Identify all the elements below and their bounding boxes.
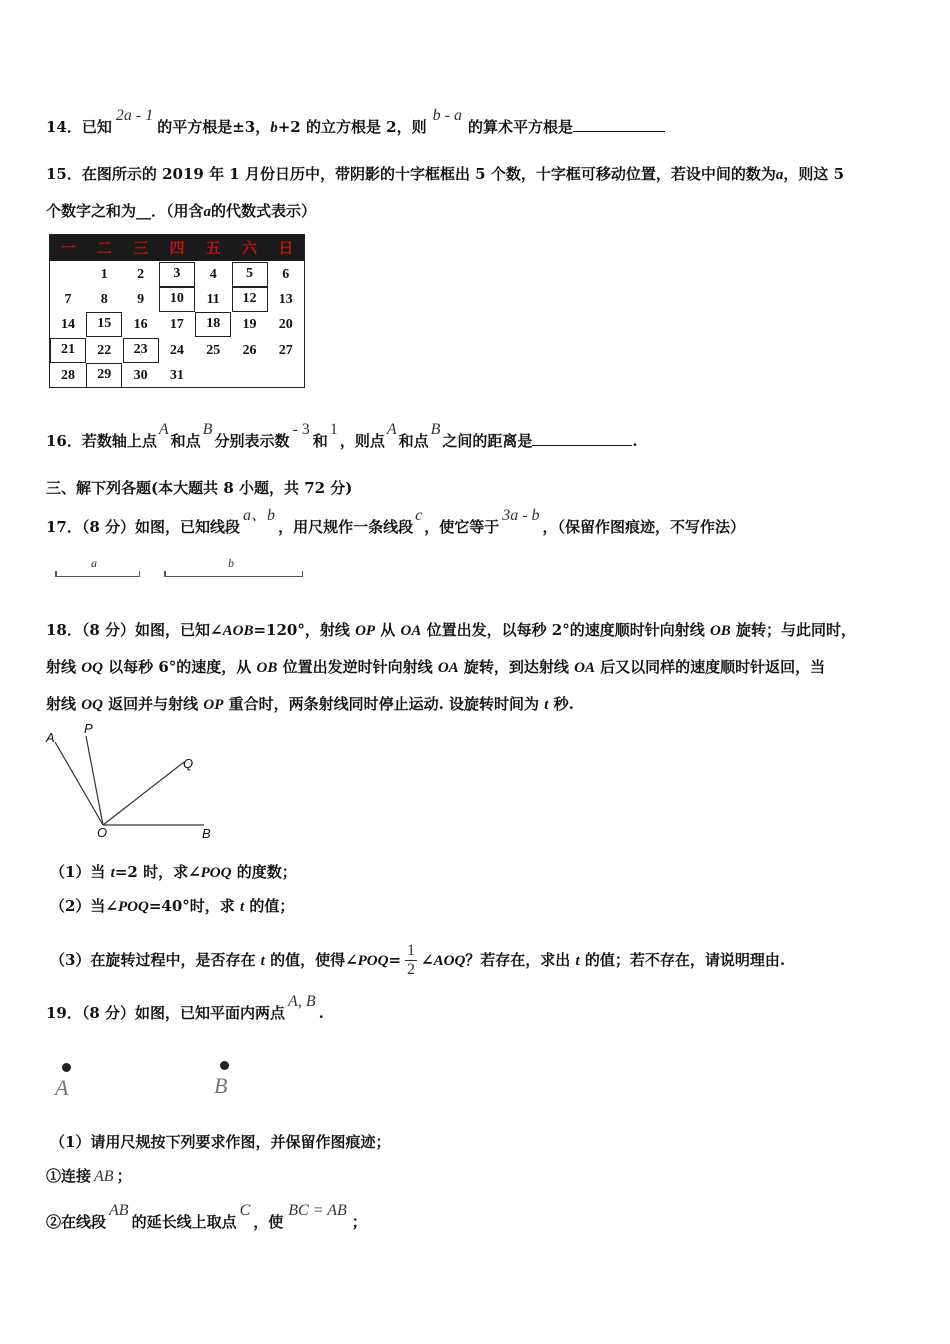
segment-a-label: a [91,556,97,570]
fraction-denominator: 2 [407,961,416,978]
q18-text: （2）当∠ [50,897,119,915]
answer-blank [532,431,632,446]
q18-text: =2 时，求∠ [114,863,201,881]
q18-text: 秒. [548,695,574,713]
weekday-label: 五 [205,239,221,257]
point-A-label: A [55,1075,69,1100]
weekday-label: 日 [278,239,294,257]
q18-text: 射线 [46,695,82,713]
calendar-day: 20 [278,317,293,333]
question-18-line-2 [46,656,825,677]
question-15-line-1 [46,163,844,184]
calendar-day: 8 [100,292,108,308]
math-variable: OA [437,660,459,676]
angle-figure [40,720,220,845]
fraction-numerator: 1 [407,942,416,959]
math-variable: OA [400,623,422,639]
q18-text: 从 [375,621,401,639]
section-3-heading: 三、解下列各题(本大题共 8 小题，共 72 分) [46,479,353,497]
q17-var-c: c [415,507,423,524]
point-B [220,1061,229,1070]
q19-text: 19．（8 分）如图，已知平面内两点 [46,1004,286,1022]
calendar-day: 13 [278,292,293,308]
q16-text: ，则点 [339,432,385,450]
number-neg3: - 3 [292,421,310,438]
question-19-sub-1: （1）请用尺规按下列要求作图，并保留作图痕迹； [50,1133,391,1151]
calendar-day: 16 [133,317,148,333]
math-variable: OB [709,623,731,639]
point-A [62,1063,71,1072]
q18-text: 的度数； [231,863,297,881]
q18-text: = [388,950,402,969]
question-19-item-2 [46,1202,367,1232]
q17-text: ，（保留作图痕迹，不写作法） [542,518,746,536]
calendar-day: 30 [133,367,148,383]
question-19 [46,993,324,1023]
calendar-day: 18 [195,312,231,337]
q17-text: 17．（8 分）如图，已知线段 [46,518,241,536]
number-1: 1 [329,421,338,438]
q18-text: 位置出发逆时针向射线 [277,658,438,676]
calendar-day: 22 [97,342,112,358]
point-A-label: A [386,421,397,438]
ray-OA [55,742,103,825]
ray-OQ [103,762,184,825]
q19-text: ，使 [253,1213,284,1231]
q15-text: 15．在图所示的 2019 年 1 月份日历中，带阴影的十字框框出 5 个数，十字框可移动位置，若设中间的数为 [46,165,776,183]
q19-text: . [318,1004,324,1022]
weekday-label: 二 [96,239,112,257]
q18-text: 的值，使得∠ [264,950,358,969]
calendar-jan-2019 [49,234,305,388]
weekday-label: 四 [169,239,185,257]
point-B-label: B [202,421,213,438]
calendar-day: 15 [86,312,122,337]
q14-expr-2a-1: 2a - 1 [115,107,154,124]
q18-text: ∠ [421,950,434,969]
q18-text: =40°时，求 [148,897,241,915]
calendar-day: 29 [86,363,122,388]
q17-expr-3a-b: 3a - b [502,507,540,524]
q14-text: +2 的立方根是 2，则 [277,118,427,136]
calendar-day: 31 [169,367,184,383]
q15-text: 的代数式表示） [211,202,317,220]
q19-text: ； [351,1213,367,1231]
calendar-day: 5 [232,262,268,287]
ray-OP [86,736,103,825]
q18-text: 后又以同样的速度顺时针返回，当 [594,658,826,676]
calendar-day: 27 [278,342,293,358]
segment-AB: AB [94,1168,114,1185]
math-variable: t [575,952,580,969]
question-18-line-3 [46,693,574,714]
q17-text: ，用尺规作一条线段 [278,518,414,536]
question-19-item-1 [46,1165,132,1186]
q18-text: （1）当 [50,863,111,881]
q14-text: 的算术平方根是 [467,118,573,136]
q16-text: 和点 [398,432,429,450]
q18-text: 旋转，到达射线 [458,658,575,676]
q19-points-AB: A, B [288,993,316,1010]
math-variable: OQ [81,697,103,713]
math-variable: OP [203,697,224,713]
calendar-day: 23 [123,338,159,363]
calendar-day: 2 [137,267,145,282]
q18-text: 以每秒 6°的速度，从 [102,658,257,676]
question-18-sub-2 [50,895,294,916]
calendar-day: 19 [242,317,257,333]
calendar-day: 9 [137,292,145,308]
calendar-day: 25 [206,342,221,358]
math-variable: OQ [81,660,103,676]
calendar-day: 1 [100,267,108,282]
point-C-label: C [239,1202,251,1219]
q18-text: （3）在旋转过程中，是否存在 [50,950,261,969]
q19-text: ①连接 [46,1167,92,1185]
calendar-day: 21 [50,338,86,363]
segment-AB: AB [109,1202,129,1219]
fraction-one-half [405,942,417,979]
calendar-header [50,235,304,261]
q16-text: 之间的距离是 [442,432,533,450]
calendar-day: 6 [282,267,290,282]
segment-a [55,570,140,577]
q19-text: ； [116,1167,132,1185]
math-variable: POQ [357,952,389,969]
calendar-day: 11 [206,292,220,308]
q17-expr-ab: a、b [243,507,276,524]
q18-text: 返回并与射线 [102,695,204,713]
q14-text: 已知 [81,118,112,136]
q16-text: 和 [312,432,328,450]
label-A: A [46,730,55,745]
calendar-day: 4 [209,267,217,282]
label-O: O [97,825,108,840]
point-B-label: B [214,1073,228,1098]
q19-text: 的延长线上取点 [131,1213,237,1231]
question-16 [46,421,638,451]
q19-text: ②在线段 [46,1213,107,1231]
math-variable: t [260,952,265,969]
q14-number: 14． [46,118,82,136]
point-B-label: B [430,421,441,438]
q14-var-b: b [270,120,278,136]
calendar-day: 7 [64,292,72,308]
question-18-sub-3 [50,942,785,979]
q18-text: =120°，射线 [253,621,356,639]
question-18-line-1 [46,619,856,640]
segment-b [164,570,303,577]
math-variable: AOQ [433,952,466,969]
math-variable: t [544,697,549,713]
answer-blank [573,117,665,132]
q15-var-a: a [203,204,212,220]
q18-text: 的值； [244,897,295,915]
question-15-line-2 [46,200,316,221]
q18-text: 位置出发，以每秒 2°的速度顺时针向射线 [421,621,710,639]
calendar-day: 3 [159,262,195,287]
q16-text: . [632,432,638,450]
weekday-label: 一 [60,239,76,257]
q18-text: 的值；若不存在，请说明理由. [579,950,786,969]
q18-text: 旋转；与此同时， [730,621,857,639]
math-variable: t [240,899,245,915]
label-P: P [84,721,93,736]
q15-text: ，则这 5 [783,165,845,183]
q18-text: 重合时，两条射线同时停止运动. 设旋转时间为 [223,695,545,713]
calendar-day: 28 [61,367,75,383]
q18-text: ？若存在，求出 [465,950,576,969]
calendar-day: 17 [169,317,184,333]
q16-text: 分别表示数 [214,432,290,450]
calendar-day: 26 [242,342,257,358]
calendar-day: 10 [159,287,195,312]
math-variable: t [110,865,115,881]
math-variable: OB [256,660,278,676]
math-variable: POQ [118,899,149,915]
q17-text: ，使它等于 [424,518,500,536]
calendar-day: 24 [169,342,184,358]
weekday-label: 三 [133,239,149,257]
q18-text: 18．（8 分）如图，已知∠ [46,621,223,639]
label-Q: Q [183,756,194,771]
calendar-day: 14 [61,317,75,333]
question-17 [46,507,746,537]
segment-b-label: b [228,556,234,570]
q16-text: 16．若数轴上点 [46,432,157,450]
label-B: B [202,826,211,841]
math-variable: OP [355,623,376,639]
q14-text: 的平方根是±3， [157,118,271,136]
q15-text: 个数字之和为__．（用含 [46,202,204,220]
question-14 [46,107,665,137]
point-A-label: A [158,421,169,438]
calendar-day: 12 [232,287,268,312]
weekday-label: 六 [242,239,258,257]
equation-BC-AB: BC = AB [288,1202,347,1219]
q16-text: 和点 [170,432,201,450]
math-variable: AOB [222,623,254,639]
q15-var-a: a [775,167,784,183]
question-18-sub-1 [50,861,297,882]
math-variable: POQ [200,865,232,881]
math-variable: OA [574,660,595,676]
q18-text: 射线 [46,658,82,676]
q14-expr-b-a: b - a [432,107,462,124]
